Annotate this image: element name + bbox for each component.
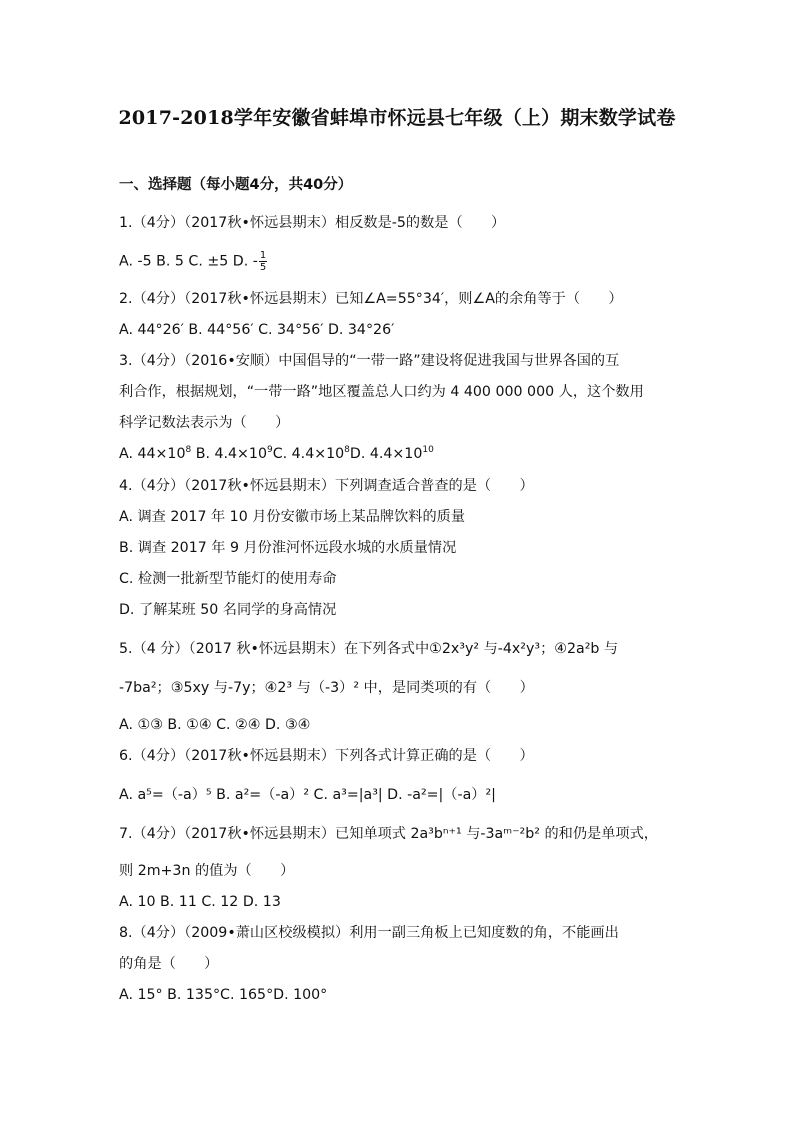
option-a: A. 44×10 xyxy=(119,446,186,462)
question-8-line-2: 的角是（ ） xyxy=(119,956,219,972)
fraction-denominator: 5 xyxy=(259,262,267,273)
fraction-numerator: 1 xyxy=(259,250,267,261)
question-5-line-2: -7ba²；③5xy 与-7y；④2³ 与（-3）² 中，是同类项的有（ ） xyxy=(119,680,534,696)
exam-title: 2017-2018学年安徽省蚌埠市怀远县七年级（上）期末数学试卷 xyxy=(118,107,676,129)
question-7-options: A. 10 B. 11 C. 12 D. 13 xyxy=(119,894,281,910)
option-d: D. 4.4×10 xyxy=(349,446,423,462)
question-3-line-3: 科学记数法表示为（ ） xyxy=(119,415,290,431)
question-3-line-2: 利合作，根据规划，“一带一路”地区覆盖总人口约为 4 400 000 000 人，这个数用 xyxy=(119,384,644,400)
option-b: B. 4.4×10 xyxy=(191,446,267,462)
question-5-options: A. ①③ B. ①④ C. ②④ D. ③④ xyxy=(119,717,311,733)
exponent: 8 xyxy=(185,445,192,455)
question-4-option-d: D. 了解某班 50 名同学的身高情况 xyxy=(119,602,337,618)
question-8-line-1: 8.（4分）（2009•萧山区校级模拟）利用一副三角板上已知度数的角，不能画出 xyxy=(119,925,619,941)
section-heading: 一、选择题（每小题4分，共40分） xyxy=(119,177,353,193)
question-6-stem: 6.（4分）（2017秋•怀远县期末）下列各式计算正确的是（ ） xyxy=(119,748,534,764)
question-6-options: A. a⁵=（-a）⁵ B. a²=（-a）² C. a³=|a³| D. -a²=|（-a）²| xyxy=(119,787,496,803)
option-c: C. 4.4×10 xyxy=(272,446,345,462)
question-1-options xyxy=(119,250,267,273)
question-7-line-1: 7.（4分）（2017秋•怀远县期末）已知单项式 2a³bⁿ⁺¹ 与-3aᵐ⁻²b² 的和仍是单项式， xyxy=(119,826,658,842)
question-1-stem: 1.（4分）（2017秋•怀远县期末）相反数是-5的数是（ ） xyxy=(119,215,506,231)
question-2-options: A. 44°26′ B. 44°56′ C. 34°56′ D. 34°26′ xyxy=(119,322,395,338)
question-4-option-a: A. 调查 2017 年 10 月份安徽市场上某品牌饮料的质量 xyxy=(119,509,466,525)
exponent: 10 xyxy=(422,445,434,455)
question-4-option-b: B. 调查 2017 年 9 月份淮河怀远段水城的水质量情况 xyxy=(119,540,457,556)
question-7-line-2: 则 2m+3n 的值为（ ） xyxy=(119,863,295,879)
question-8-options: A. 15° B. 135°C. 165°D. 100° xyxy=(119,987,328,1003)
question-1-options-text: A. -5 B. 5 C. ±5 D. - xyxy=(119,253,258,270)
exponent: 8 xyxy=(344,445,350,455)
exponent: 9 xyxy=(267,445,273,455)
fraction xyxy=(259,250,267,273)
question-4-option-c: C. 检测一批新型节能灯的使用寿命 xyxy=(119,571,337,587)
question-3-line-1: 3.（4分）（2016•安顺）中国倡导的“一带一路”建设将促进我国与世界各国的互 xyxy=(119,353,620,369)
question-5-line-1: 5.（4 分）（2017 秋•怀远县期末）在下列各式中①2x³y² 与-4x²y³；④2a²b 与 xyxy=(119,641,619,657)
question-2-stem: 2.（4分）（2017秋•怀远县期末）已知∠A=55°34′，则∠A的余角等于（ ） xyxy=(119,291,623,307)
question-3-options xyxy=(119,444,434,464)
question-4-stem: 4.（4分）（2017秋•怀远县期末）下列调查适合普查的是（ ） xyxy=(119,478,534,494)
